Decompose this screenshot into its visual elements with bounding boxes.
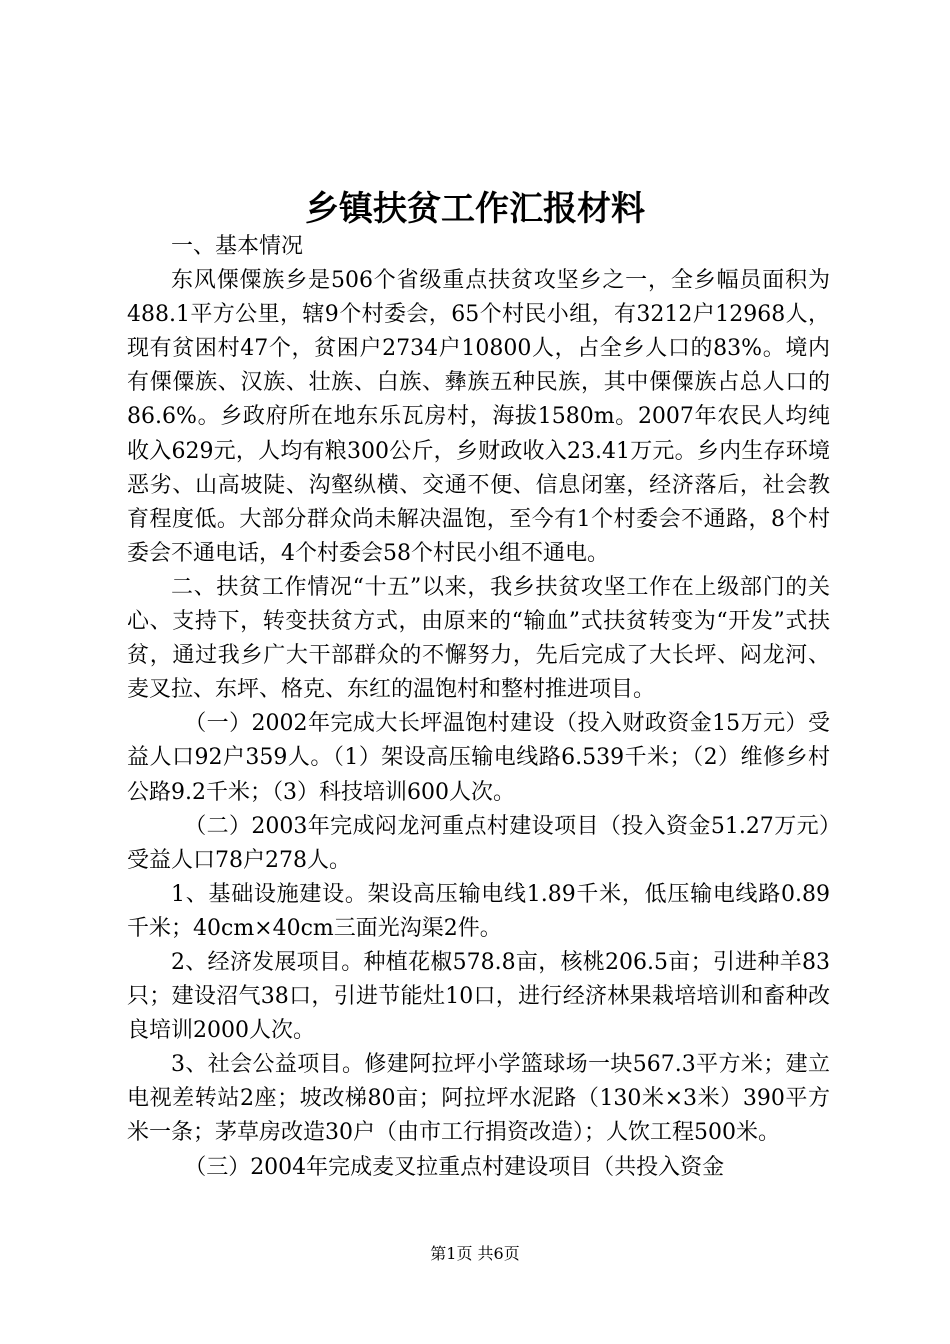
paragraph: 2、经济发展项目。种植花椒578.8亩，核桃206.5亩；引进种羊83只；建设沼气38口，引进节能灶10口，进行经济林果栽培培训和畜种改良培训2000人次。 bbox=[127, 949, 830, 1044]
section-heading-poverty-work: 二、扶贫工作情况“十五”以来，我乡扶贫攻坚工作在上级部门的关心、支持下，转变扶贫方式，由原来的“输血”式扶贫转变为“开发”式扶贫，通过我乡广大干部群众的不懈努力，先后完成了大长坪、闷龙河、麦叉拉、东坪、格克、东红的温饱村和整村推进项目。 bbox=[127, 574, 830, 703]
paragraph: 1、基础设施建设。架设高压输电线1.89千米，低压输电线路0.89千米；40cm×40cm三面光沟渠2件。 bbox=[127, 881, 830, 941]
paragraph: （三）2004年完成麦叉拉重点村建设项目（共投入资金 bbox=[184, 1154, 725, 1180]
document-body bbox=[127, 230, 830, 1185]
paragraph: （二）2003年完成闷龙河重点村建设项目（投入资金51.27万元）受益人口78户278人。 bbox=[127, 813, 830, 873]
paragraph: 东风傈僳族乡是506个省级重点扶贫攻坚乡之一，全乡幅员面积为488.1平方公里，辖9个村委会，65个村民小组，有3212户12968人，现有贫困村47个，贫困户2734户10800人，占全乡人口的83%。境内有傈僳族、汉族、壮族、白族、彝族五种民族，其中傈僳族占总人口的86.6%。乡政府所在地东乐瓦房村，海拔1580m。2007年农民人均纯收入629元，人均有粮300公斤，乡财政收入23.41万元。乡内生存环境恶劣、山高坡陡、沟壑纵横、交通不便、信息闭塞，经济落后，社会教育程度低。大部分群众尚未解决温饱，至今有1个村委会不通路，8个村委会不通电话，4个村委会58个村民小组不通电。 bbox=[127, 268, 830, 566]
document-title: 乡镇扶贫工作汇报材料 bbox=[305, 189, 645, 229]
paragraph: （一）2002年完成大长坪温饱村建设（投入财政资金15万元）受益人口92户359人。（1）架设高压输电线路6.539千米；（2）维修乡村公路9.2千米；（3）科技培训600人次。 bbox=[127, 711, 830, 805]
page-number-footer: 第1页 共6页 bbox=[430, 1244, 520, 1263]
section-heading-basic-info: 一、基本情况 bbox=[171, 234, 304, 259]
paragraph: 3、社会公益项目。修建阿拉坪小学篮球场一块567.3平方米；建立电视差转站2座；坡改梯80亩；阿拉坪水泥路（130米×3米）390平方米一条；茅草房改造30户（由市工行捐资改造）；人饮工程500米。 bbox=[127, 1052, 830, 1146]
